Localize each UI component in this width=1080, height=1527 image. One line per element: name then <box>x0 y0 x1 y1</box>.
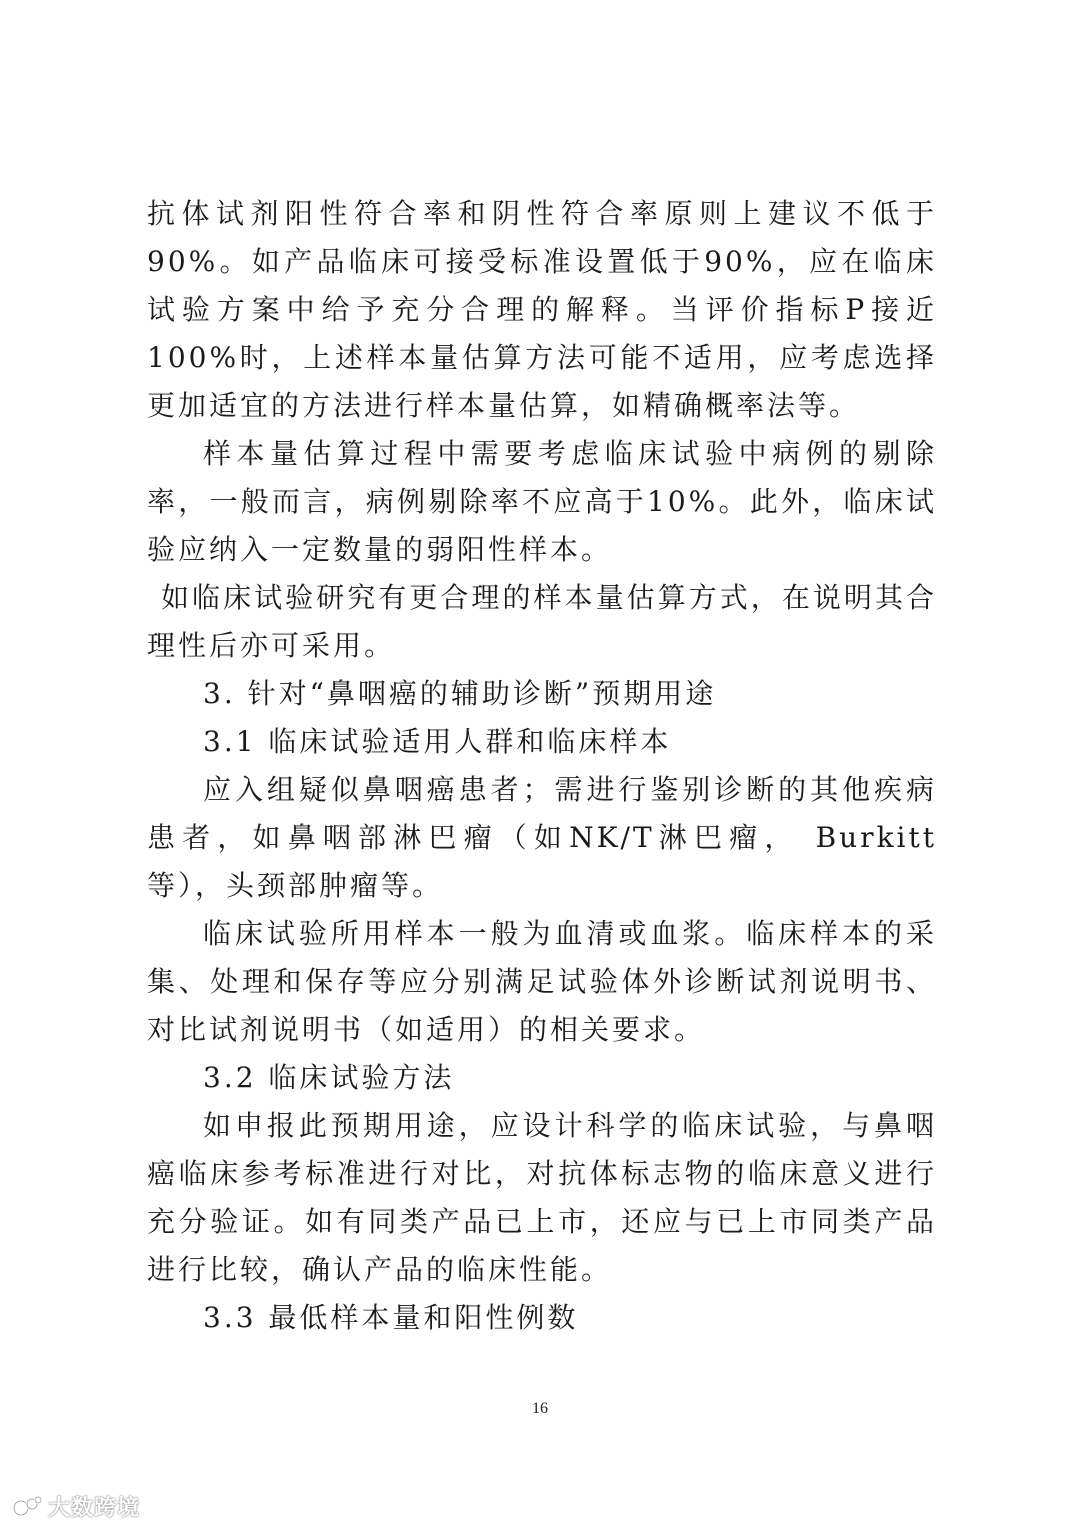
watermark-text: 大数跨境 <box>48 1496 141 1521</box>
text-body <box>147 190 937 1342</box>
section-heading-3-3: 3.3 最低样本量和阳性例数 <box>203 1301 579 1334</box>
page-number: 16 <box>532 1400 548 1417</box>
section-heading-3-2: 3.2 临床试验方法 <box>203 1061 455 1094</box>
watermark <box>12 1491 140 1522</box>
paragraph-4: 应入组疑似鼻咽癌患者；需进行鉴别诊断的其他疾病患者，如鼻咽部淋巴瘤（如NK/T淋巴瘤， Burkitt等），头颈部肿瘤等。 <box>147 773 937 902</box>
section-heading-3: 3. 针对“鼻咽癌的辅助诊断”预期用途 <box>203 677 717 710</box>
paragraph-3: 如临床试验研究有更合理的样本量估算方式，在说明其合理性后亦可采用。 <box>147 581 937 662</box>
section-heading-3-1: 3.1 临床试验适用人群和临床样本 <box>203 725 672 758</box>
watermark-logo-icon <box>12 1494 42 1520</box>
paragraph-5: 临床试验所用样本一般为血清或血浆。临床样本的采集、处理和保存等应分别满足试验体外诊断试剂说明书、对比试剂说明书（如适用）的相关要求。 <box>147 917 937 1046</box>
paragraph-1: 抗体试剂阳性符合率和阴性符合率原则上建议不低于90%。如产品临床可接受标准设置低于90%，应在临床试验方案中给予充分合理的解释。当评价指标P接近100%时，上述样本量估算方法可能不适用，应考虑选择更加适宜的方法进行样本量估算，如精确概率法等。 <box>147 197 937 422</box>
paragraph-2: 样本量估算过程中需要考虑临床试验中病例的剔除率，一般而言，病例剔除率不应高于10%。此外，临床试验应纳入一定数量的弱阳性样本。 <box>147 437 937 566</box>
paragraph-6: 如申报此预期用途，应设计科学的临床试验，与鼻咽癌临床参考标准进行对比，对抗体标志物的临床意义进行充分验证。如有同类产品已上市，还应与已上市同类产品进行比较，确认产品的临床性能。 <box>147 1109 937 1286</box>
